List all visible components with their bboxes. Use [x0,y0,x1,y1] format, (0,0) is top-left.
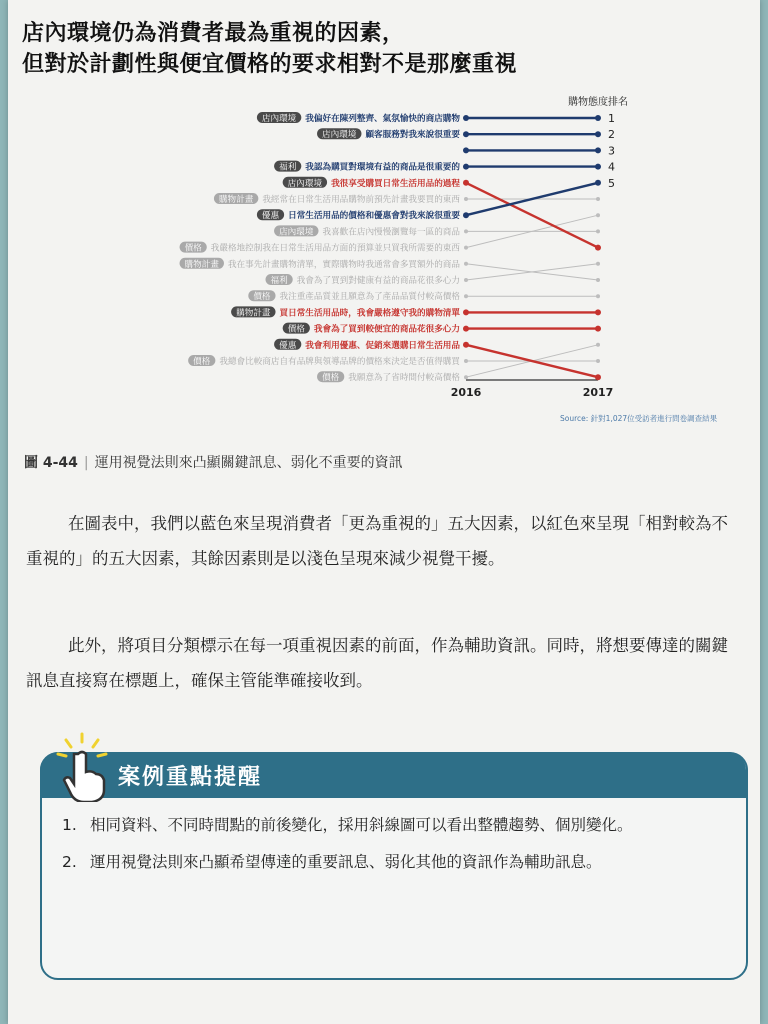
point-2016 [464,278,468,282]
point-2016 [464,197,468,201]
factor-label: 我在事先計畫購物清單，實際購物時我通常會多買額外的商品 [227,259,460,270]
factor-label: 我會為了買到較便宜的商品花很多心力 [313,324,460,335]
tip-item [62,849,730,876]
rank-header: 購物態度排名 [568,97,628,108]
factor-label: 日常生活用品的價格和優惠會對我來說很重要 [288,211,460,222]
factor-label: 我喜歡在店內慢慢瀏覽每一區的商品 [322,227,460,238]
category-tag-label: 優惠 [261,211,280,222]
category-tag-label: 價格 [322,373,340,384]
point-2017 [595,115,601,121]
point-2017 [595,374,601,380]
point-2016 [464,229,468,233]
chart-source: Source: 針對1,027位受訪者進行問卷調查結果 [560,414,718,423]
point-2017 [596,229,600,233]
point-2017 [595,147,601,153]
tip-item-text: 相同資料、不同時間點的前後變化，採用斜線圖可以看出整體趨勢、個別變化。 [90,816,633,834]
category-tag-label: 價格 [193,357,211,367]
point-2016 [463,309,469,315]
slope-chart [0,0,768,430]
category-tag-label: 價格 [287,324,305,335]
category-tag-label: 店內環境 [279,227,314,238]
point-2017 [595,164,601,170]
point-2017 [596,359,600,363]
point-2016 [464,359,468,363]
point-2016 [463,212,469,218]
factor-label: 我會為了買到對健康有益的商品花很多心力 [296,276,460,286]
rank-label: 4 [608,160,615,174]
point-2016 [463,164,469,170]
paragraph-1: 在圖表中，我們以藍色來呈現消費者「更為重視的」五大因素，以紅色來呈現「相對較為不重視的」的五大因素，其餘因素則是以淺色呈現來減少視覺干擾。 [26,514,728,568]
factor-label: 我總會比較商店自有品牌與領導品牌的價格來決定是否值得購買 [219,357,460,367]
point-2017 [596,343,600,347]
factor-label: 我注重產品質並且願意為了產品品質付較高價格 [279,292,460,303]
point-2017 [596,294,600,298]
factor-label: 買日常生活用品時，我會嚴格遵守我的購物清單 [279,308,460,319]
point-2016 [464,294,468,298]
point-2017 [595,180,601,186]
point-2017 [596,213,600,217]
chart-title-line-2: 但對於計劃性與便宜價格的要求相對不是那麼重視 [22,52,518,77]
rank-label: 3 [608,144,615,158]
factor-label: 我會利用優惠、促銷來選購日常生活用品 [305,340,460,351]
factor-label: 我經常在日常生活用品購物前預先計畫我要買的東西 [262,195,460,205]
tip-item [62,812,730,839]
point-2017 [595,245,601,251]
point-2016 [463,180,469,186]
rank-label: 2 [608,128,615,142]
factor-label: 我偏好在陳列整齊、氣氛愉快的商店購物 [305,114,460,124]
category-tag-label: 店內環境 [287,178,323,189]
pointing-hand-icon [52,730,112,802]
tip-item-number: 2. [62,853,77,871]
x-tick-label: 2016 [450,386,482,399]
category-tag-label: 福利 [270,276,288,286]
category-tag-label: 店內環境 [322,130,357,141]
point-2017 [596,278,600,282]
point-2016 [464,262,468,266]
factor-label: 我願意為了省時間付較高價格 [348,373,460,384]
factor-label: 我認為購買對環境有益的商品是很重要的 [305,162,460,173]
category-tag-label: 店內環境 [261,114,297,124]
point-2016 [463,115,469,121]
point-2016 [463,342,469,348]
category-tag-label: 福利 [279,162,297,173]
slope-line [466,183,598,248]
category-tag-label: 購物計畫 [218,195,254,205]
rank-label: 5 [608,176,615,190]
category-tag-label: 優惠 [279,340,297,351]
factor-label: 我嚴格地控制我在日常生活用品方面的預算並只買我所需要的東西 [210,243,460,254]
point-2017 [596,262,600,266]
point-2016 [463,326,469,332]
point-2016 [464,375,468,379]
point-2017 [595,309,601,315]
tip-list [62,812,730,886]
paragraph-2: 此外，將項目分類標示在每一項重視因素的前面，作為輔助資訊。同時，將想要傳達的關鍵訊息直接寫在標題上，確保主管能準確接收到。 [26,636,728,690]
factor-label: 我很享受購買日常生活用品的過程 [331,178,460,189]
caption-separator: | [83,455,89,471]
point-2016 [463,131,469,137]
point-2016 [464,246,468,250]
category-tag-label: 價格 [184,243,202,254]
point-2016 [463,147,469,153]
tip-title: 案例重點提醒 [118,765,263,790]
category-tag-label: 價格 [253,292,271,303]
point-2017 [595,131,601,137]
category-tag-label: 購物計畫 [236,308,271,319]
point-2017 [595,326,601,332]
point-2017 [596,197,600,201]
figure-caption-text: 運用視覺法則來凸顯關鍵訊息、弱化不重要的資訊 [94,455,403,471]
figure-caption [24,452,403,472]
chart-title-line-1: 店內環境仍為消費者最為重視的因素， [22,21,405,46]
tip-item-number: 1. [62,816,77,834]
tip-item-text: 運用視覺法則來凸顯希望傳達的重要訊息、弱化其他的資訊作為輔助訊息。 [90,853,602,871]
rank-label: 1 [608,112,615,125]
x-tick-label: 2017 [582,386,614,399]
figure-number: 圖 4-44 [24,455,78,471]
category-tag-label: 購物計畫 [184,259,219,270]
factor-label: 顧客服務對我來說很重要 [365,130,460,141]
